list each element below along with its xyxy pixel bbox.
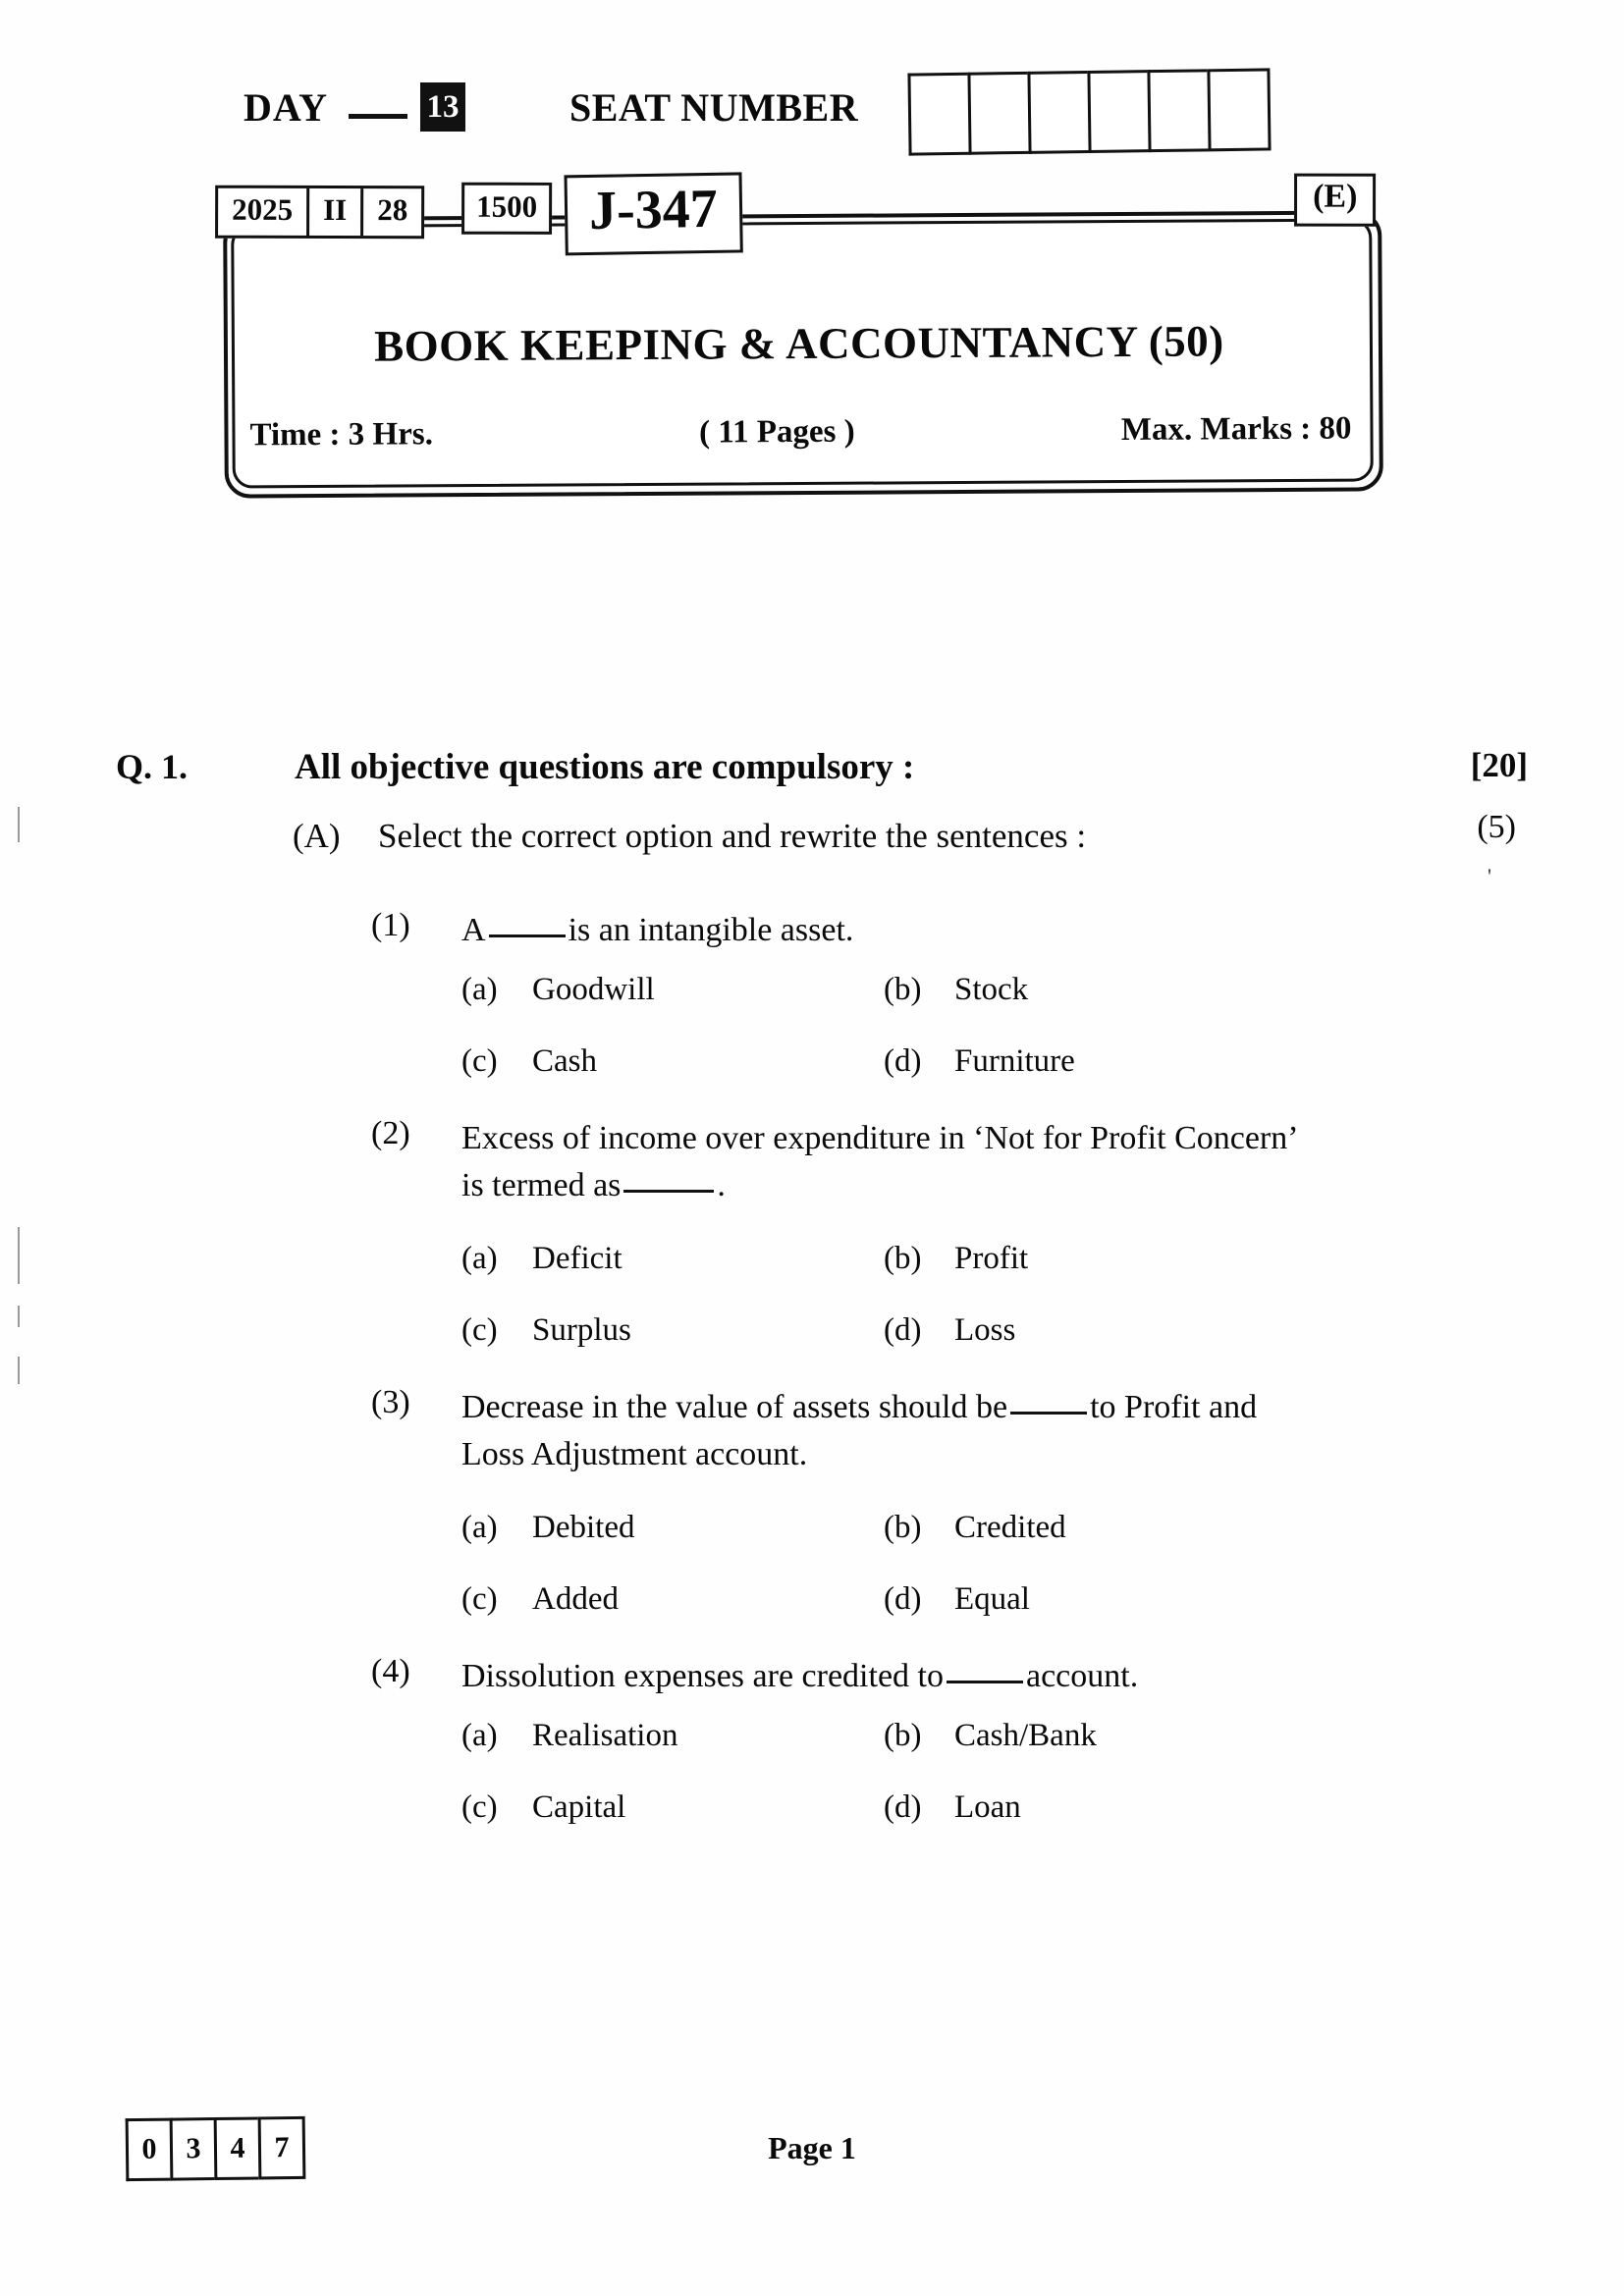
option-text: Goodwill — [532, 972, 655, 1007]
seat-number-boxes[interactable] — [907, 68, 1271, 155]
code-digit: 0 — [126, 2118, 171, 2182]
question-number: Q. 1. — [116, 747, 189, 786]
part-instruction: Select the correct option and rewrite the sentences : — [378, 817, 1087, 855]
mcq-number: (2) — [371, 1115, 410, 1151]
mcq-question-text — [461, 1384, 1316, 1479]
fill-blank — [623, 1190, 714, 1193]
scan-stray-mark: ' — [1488, 864, 1491, 888]
mcq-item — [0, 907, 1624, 972]
paper-code: J-347 — [564, 172, 742, 255]
mcq-question-text — [461, 1653, 1316, 1700]
mcq-option[interactable] — [884, 1241, 1028, 1277]
mcq-option[interactable] — [461, 1043, 597, 1080]
mcq-item — [0, 1653, 1624, 1718]
code-digit: 4 — [214, 2116, 259, 2180]
question-title: All objective questions are compulsory : — [295, 747, 915, 787]
mcq-option[interactable] — [884, 1789, 1021, 1826]
mcq-option-row — [0, 1241, 1624, 1312]
mcq-option[interactable] — [461, 1241, 623, 1277]
option-label: (d) — [884, 1789, 922, 1825]
mcq-option[interactable] — [884, 1718, 1097, 1754]
mcq-item — [0, 1115, 1624, 1241]
exam-time: Time : 3 Hrs. — [249, 416, 433, 454]
option-label: (b) — [884, 1510, 922, 1545]
mcq-option-row — [0, 1043, 1624, 1115]
fill-blank — [1010, 1412, 1087, 1415]
option-label: (a) — [461, 972, 498, 1007]
mcq-option-row — [0, 1718, 1624, 1789]
option-text: Cash/Bank — [954, 1718, 1097, 1753]
option-label: (c) — [461, 1043, 498, 1079]
option-label: (b) — [884, 972, 922, 1007]
mcq-option[interactable] — [461, 1718, 677, 1754]
option-text: Loss — [954, 1312, 1016, 1348]
mcq-text-after: is an intangible asset. — [568, 912, 854, 948]
option-text: Deficit — [532, 1241, 623, 1276]
mcq-text-before: Excess of income over expenditure in ‘Not for Profit Concern’ is termed as — [461, 1120, 1297, 1204]
seat-number-label: SEAT NUMBER — [569, 85, 859, 130]
page-number-label: Page 1 — [768, 2130, 856, 2165]
question-body — [0, 746, 1624, 1861]
option-label: (c) — [461, 1581, 498, 1617]
mcq-number: (3) — [371, 1384, 410, 1420]
day-dash-decoration — [349, 114, 407, 119]
exam-meta-strip — [215, 186, 424, 239]
part-a-heading-row — [0, 809, 1624, 907]
option-label: (a) — [461, 1718, 498, 1753]
mcq-option[interactable] — [884, 972, 1028, 1008]
seat-number-cell[interactable] — [967, 72, 1028, 155]
mcq-number: (1) — [371, 907, 410, 943]
exam-part: II — [309, 188, 363, 236]
day-label: DAY — [244, 85, 328, 130]
mcq-option-row — [0, 972, 1624, 1043]
mcq-option-row — [0, 1312, 1624, 1384]
code-digit: 7 — [258, 2116, 306, 2180]
seat-number-cell[interactable] — [1147, 69, 1208, 152]
seat-number-cell[interactable] — [1207, 68, 1271, 151]
fill-blank — [489, 934, 566, 937]
part-letter: (A) — [293, 817, 341, 855]
part-marks: (5) — [1477, 809, 1516, 845]
option-text: Profit — [954, 1241, 1029, 1276]
mcq-number: (4) — [371, 1653, 410, 1689]
mcq-text-after: . — [717, 1167, 726, 1204]
mcq-text-after: to Profit and Loss Adjustment account. — [461, 1389, 1258, 1473]
exam-max-marks: Max. Marks : 80 — [1120, 410, 1352, 448]
option-text: Equal — [954, 1581, 1030, 1617]
option-text: Debited — [532, 1510, 635, 1545]
exam-duration-strip — [249, 411, 1351, 454]
option-text: Capital — [532, 1789, 626, 1825]
fill-blank — [947, 1681, 1023, 1683]
option-label: (b) — [884, 1718, 922, 1753]
option-text: Loan — [954, 1789, 1021, 1825]
option-text: Added — [532, 1581, 619, 1617]
mcq-option-row — [0, 1510, 1624, 1581]
page-header — [0, 69, 1624, 177]
option-text: Cash — [532, 1043, 597, 1079]
medium-code: (E) — [1294, 174, 1376, 227]
option-text: Credited — [954, 1510, 1066, 1545]
option-text: Realisation — [532, 1718, 678, 1753]
mcq-option-row — [0, 1789, 1624, 1861]
seat-number-cell[interactable] — [1027, 71, 1088, 154]
exam-day-of-month: 28 — [377, 192, 408, 228]
option-text: Surplus — [532, 1312, 631, 1348]
code-digit: 3 — [170, 2117, 215, 2181]
mcq-option[interactable] — [884, 1581, 1030, 1618]
option-label: (a) — [461, 1510, 498, 1545]
option-label: (d) — [884, 1043, 922, 1079]
mcq-option[interactable] — [461, 1581, 619, 1618]
option-label: (a) — [461, 1241, 498, 1276]
mcq-option[interactable] — [884, 1312, 1015, 1349]
mcq-option[interactable] — [461, 1312, 631, 1349]
seat-number-cell[interactable] — [1087, 70, 1148, 153]
option-label: (d) — [884, 1312, 922, 1348]
option-text: Stock — [954, 972, 1029, 1007]
mcq-question-text — [461, 1115, 1316, 1210]
day-value-badge: 13 — [420, 82, 465, 132]
question-1-heading-row — [0, 746, 1624, 817]
option-text: Furniture — [954, 1043, 1075, 1079]
mcq-text-after: account. — [1025, 1658, 1139, 1694]
mcq-option[interactable] — [884, 1043, 1075, 1080]
mcq-question-text — [461, 907, 1316, 954]
option-label: (c) — [461, 1789, 498, 1825]
question-marks: [20] — [1470, 746, 1528, 784]
mcq-text-before: Dissolution expenses are credited to — [461, 1658, 944, 1694]
mcq-option[interactable] — [461, 1510, 634, 1546]
option-label: (c) — [461, 1312, 498, 1348]
option-label: (d) — [884, 1581, 922, 1617]
exam-year: 2025 — [218, 188, 309, 236]
print-run-count: 1500 — [461, 183, 552, 235]
mcq-text-before: A — [461, 912, 486, 948]
option-label: (b) — [884, 1241, 922, 1276]
mcq-text-before: Decrease in the value of assets should be — [461, 1389, 1008, 1425]
exam-page-count: ( 11 Pages ) — [698, 413, 855, 451]
mcq-option-row — [0, 1581, 1624, 1653]
mcq-option[interactable] — [461, 972, 655, 1008]
mcq-option[interactable] — [461, 1789, 625, 1826]
seat-number-cell[interactable] — [907, 73, 968, 156]
mcq-item — [0, 1384, 1624, 1510]
info-box-content — [231, 178, 1368, 482]
subject-title: BOOK KEEPING & ACCOUNTANCY (50) — [374, 316, 1224, 371]
mcq-option[interactable] — [884, 1510, 1066, 1546]
